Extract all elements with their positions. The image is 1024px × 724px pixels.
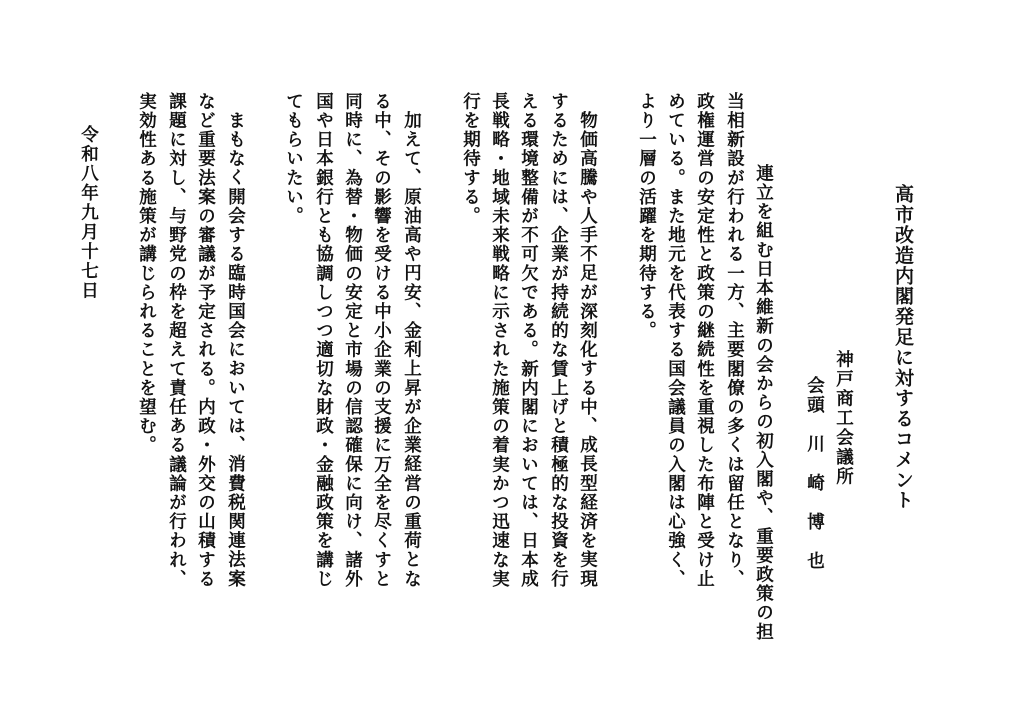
paragraph-1-line-3: 政権運営の安定性と政策の継続性を重視した布陣と受け止 <box>694 92 715 589</box>
paragraph-1-line-1: 連立を組む日本維新の会からの初入閣や、重要政策の担 <box>753 164 774 642</box>
paragraph-2-line-5: 行を期待する。 <box>460 92 481 226</box>
paragraph-4-line-4: 実効性ある施策が講じられることを望む。 <box>136 92 157 455</box>
paragraph-3-line-2: る中、その影響を受ける中小企業の支援に万全を尽くすと <box>371 92 392 589</box>
paragraph-1-line-5: より一層の活躍を期待する。 <box>636 92 657 341</box>
paragraph-1-line-4: めている。また地元を代表する国会議員の入閣は心強く、 <box>665 92 686 589</box>
paragraph-4-line-3: 課題に対し、与野党の枠を超えて責任ある議論が行われ、 <box>166 92 187 589</box>
document-title: 高市改造内閣発足に対するコメント <box>892 184 914 511</box>
paragraph-3-line-3: 同時に、為替・物価の安定と市場の信認確保に向け、諸外 <box>342 92 363 589</box>
paragraph-3-line-5: てもらいたい。 <box>283 92 304 226</box>
paragraph-4-line-2: など重要法案の審議が予定される。内政・外交の山積する <box>195 92 216 589</box>
paragraph-2-line-1: 物価高騰や人手不足が深刻化する中、成長型経済を実現 <box>577 111 598 589</box>
signatory-name: 会頭 川 崎 博 也 <box>804 376 825 571</box>
organization-name: 神戸商工会議所 <box>833 350 854 487</box>
paragraph-3-line-4: 国や日本銀行とも協調しつつ適切な財政・金融政策を講じ <box>313 92 334 589</box>
paragraph-1-line-2: 当相新設が行われる一方、主要閣僚の多くは留任となり、 <box>724 92 745 589</box>
paragraph-2-line-3: える環境整備が不可欠である。新内閣においては、日本成 <box>518 92 539 589</box>
paragraph-2-line-4: 長戦略・地域未来戦略に示された施策の着実かつ迅速な実 <box>489 92 510 589</box>
document-date: 令和八年九月十七日 <box>78 125 99 301</box>
paragraph-3-line-1: 加えて、原油高や円安、金利上昇が企業経営の重荷とな <box>401 111 422 589</box>
paragraph-2-line-2: するためには、企業が持続的な賃上げと積極的な投資を行 <box>548 92 569 589</box>
paragraph-4-line-1: まもなく開会する臨時国会においては、消費税関連法案 <box>225 111 246 589</box>
